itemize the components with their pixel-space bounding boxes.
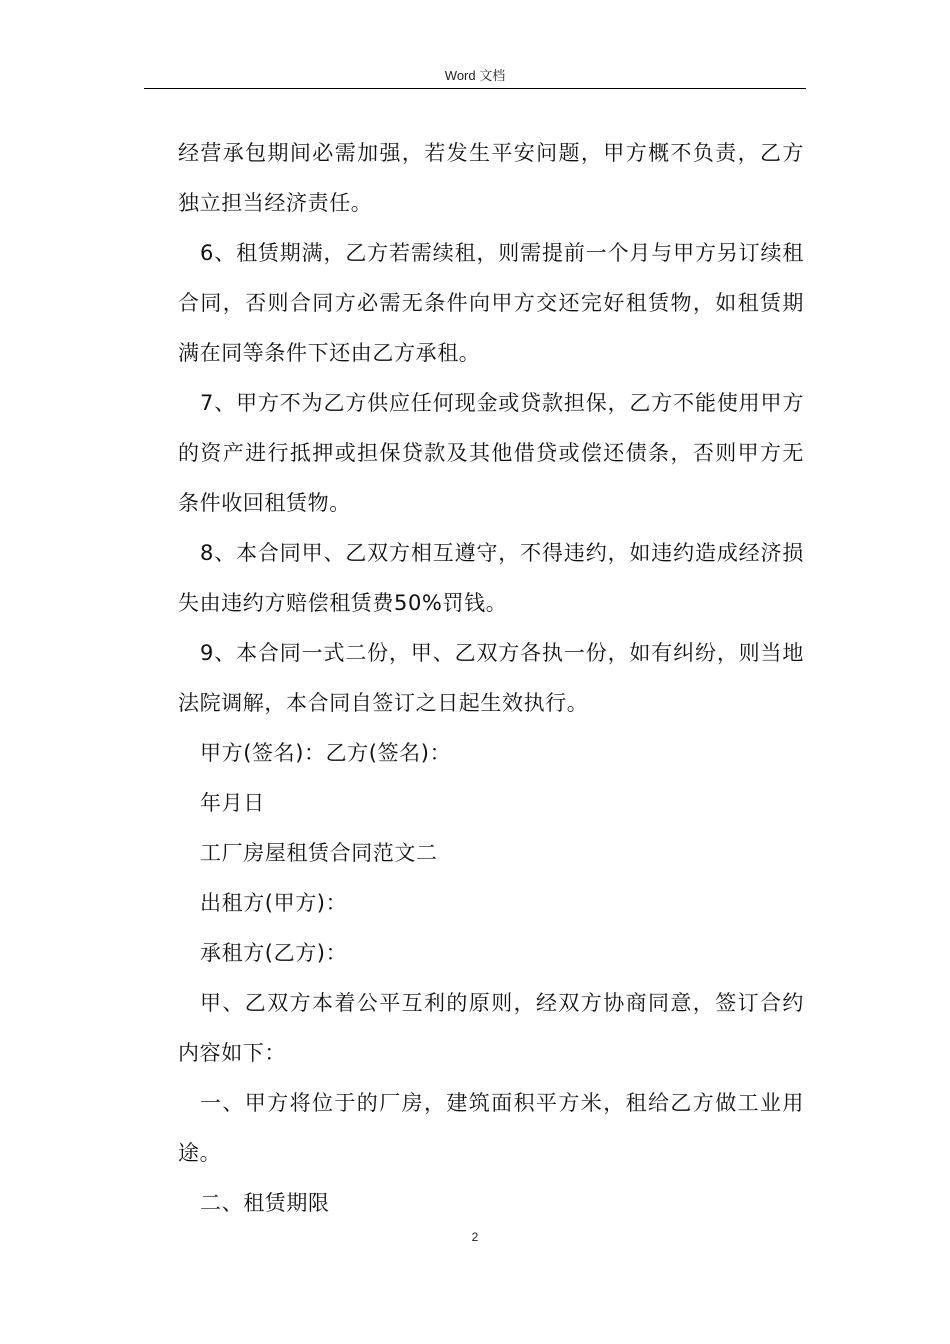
agreement-intro: 甲、乙双方本着公平互利的原则，经双方协商同意，签订合约内容如下： <box>178 991 804 1065</box>
clause-7: 7、甲方不为乙方供应任何现金或贷款担保，乙方不能使用甲方的资产进行抵押或担保贷款及其他借贷或偿还债条，否则甲方无条件收回租赁物。 <box>178 391 804 515</box>
page-number: 2 <box>471 1230 479 1244</box>
header-divider <box>144 88 806 89</box>
document-body <box>178 128 804 1228</box>
date-line: 年月日 <box>200 791 265 815</box>
header-title: Word 文档 <box>444 68 506 83</box>
clause-6: 6、租赁期满，乙方若需续租，则需提前一个月与甲方另订续租合同，否则合同方必需无条件向甲方交还完好租赁物，如租赁期满在同等条件下还由乙方承租。 <box>178 241 804 365</box>
paragraph-continuation: 经营承包期间必需加强，若发生平安问题，甲方概不负责，乙方独立担当经济责任。 <box>178 141 804 215</box>
signature-line: 甲方(签名)：乙方(签名)： <box>200 741 452 765</box>
clause-8: 8、本合同甲、乙双方相互遵守，不得违约，如违约造成经济损失由违约方赔偿租赁费50%罚钱。 <box>178 541 804 615</box>
article-2-heading: 二、租赁期限 <box>200 1191 330 1215</box>
lessee-line: 承租方(乙方)： <box>200 941 348 965</box>
clause-9: 9、本合同一式二份，甲、乙双方各执一份，如有纠纷，则当地法院调解，本合同自签订之日起生效执行。 <box>178 641 804 715</box>
article-1: 一、甲方将位于的厂房，建筑面积平方米，租给乙方做工业用途。 <box>178 1091 804 1165</box>
section-title: 工厂房屋租赁合同范文二 <box>200 841 438 865</box>
lessor-line: 出租方(甲方)： <box>200 891 348 915</box>
